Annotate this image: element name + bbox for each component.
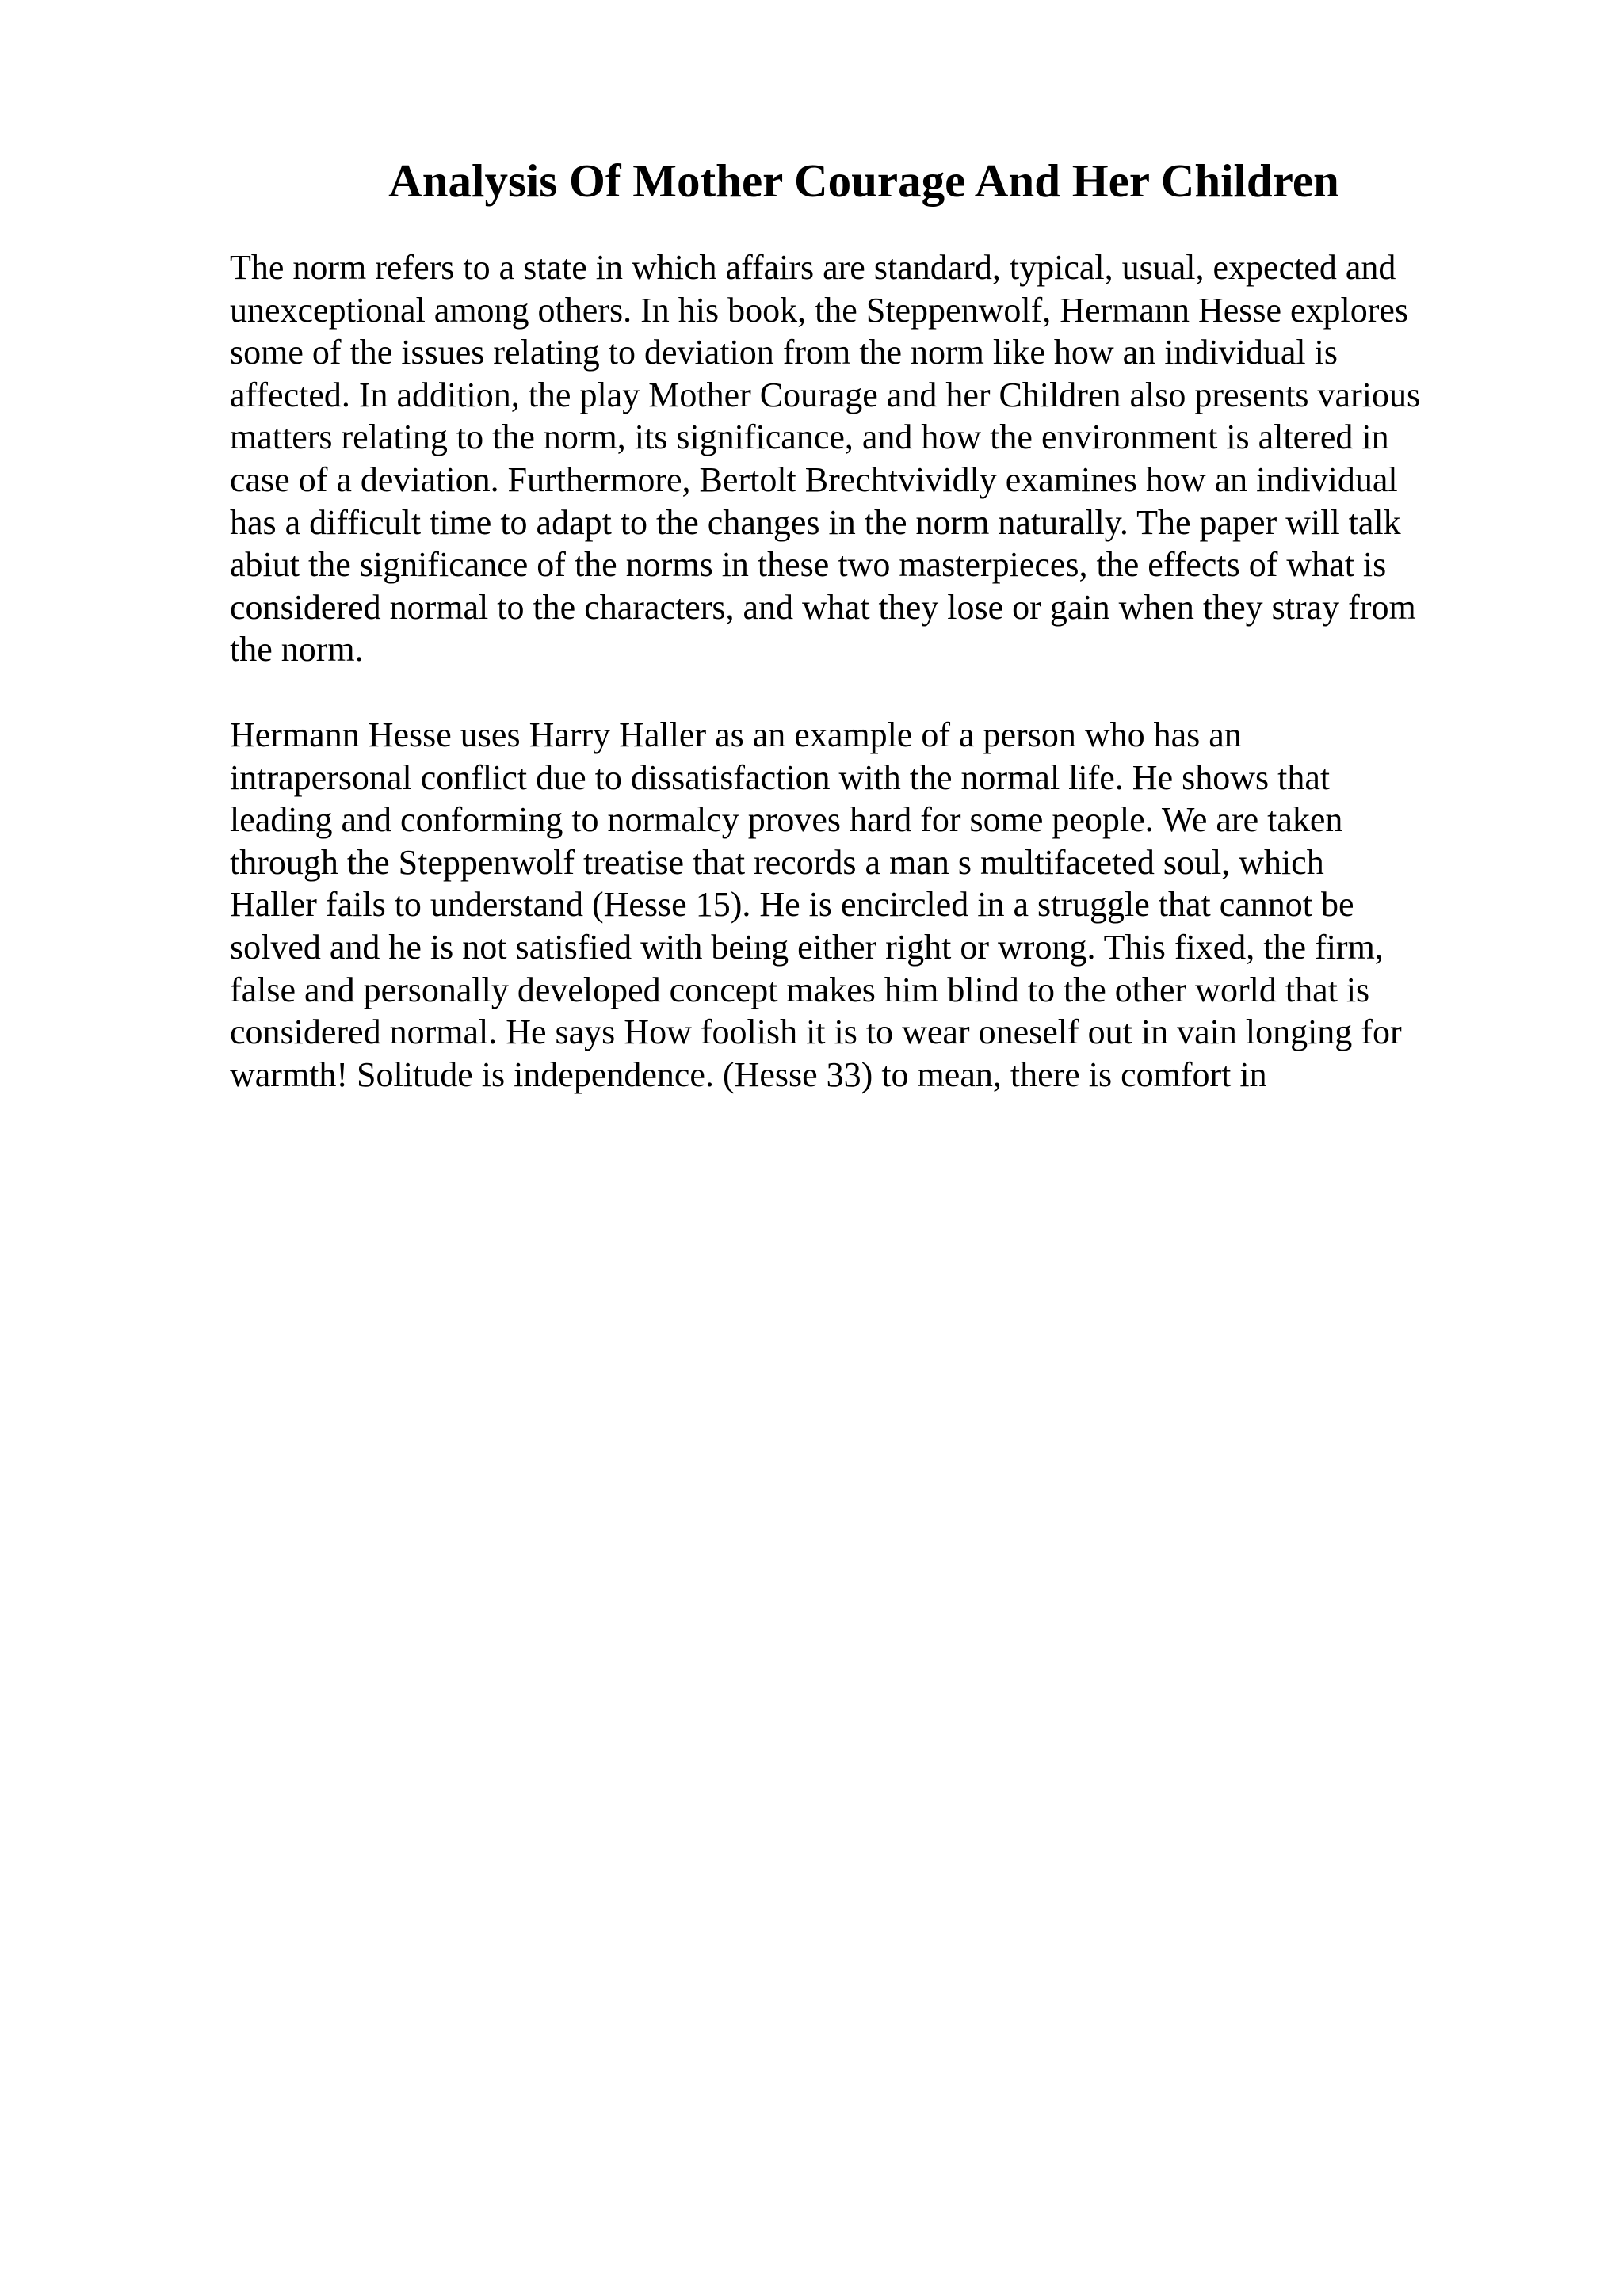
- paragraph-harry-haller: [230, 714, 1514, 1096]
- text-line: matters relating to the norm, its significance, and how the environment is altered in: [230, 418, 1389, 457]
- text-line: The norm refers to a state in which affairs are standard, typical, usual, expected and: [230, 248, 1396, 287]
- text-line: considered normal. He says How foolish it is to wear oneself out in vain longing for: [230, 1013, 1402, 1052]
- text-line: leading and conforming to normalcy proves hard for some people. We are taken: [230, 800, 1343, 840]
- text-line: through the Steppenwolf treatise that records a man s multifaceted soul, which: [230, 842, 1324, 882]
- text-line: case of a deviation. Furthermore, Bertolt Brechtvividly examines how an individual: [230, 460, 1398, 499]
- text-line: unexceptional among others. In his book, the Steppenwolf, Hermann Hesse explores: [230, 290, 1409, 330]
- document-title: Analysis Of Mother Courage And Her Children: [388, 154, 1339, 207]
- text-line: Hermann Hesse uses Harry Haller as an example of a person who has an: [230, 715, 1242, 754]
- text-line: abiut the significance of the norms in these two masterpieces, the effects of what is: [230, 545, 1387, 585]
- text-line: considered normal to the characters, and what they lose or gain when they stray from: [230, 587, 1416, 627]
- text-line: false and personally developed concept makes him blind to the other world that is: [230, 970, 1370, 1009]
- text-line: the norm.: [230, 630, 364, 669]
- text-line: affected. In addition, the play Mother Courage and her Children also presents various: [230, 375, 1421, 414]
- text-line: warmth! Solitude is independence. (Hesse 33) to mean, there is comfort in: [230, 1055, 1267, 1094]
- text-line: some of the issues relating to deviation from the norm like how an individual is: [230, 333, 1338, 372]
- text-line: has a difficult time to adapt to the changes in the norm naturally. The paper will talk: [230, 502, 1401, 542]
- text-line: solved and he is not satisfied with being either right or wrong. This fixed, the firm,: [230, 927, 1384, 967]
- text-line: Haller fails to understand (Hesse 15). He is encircled in a struggle that cannot be: [230, 885, 1354, 925]
- text-line: intrapersonal conflict due to dissatisfaction with the normal life. He shows that: [230, 757, 1331, 797]
- paragraph-norm-introduction: [230, 246, 1514, 671]
